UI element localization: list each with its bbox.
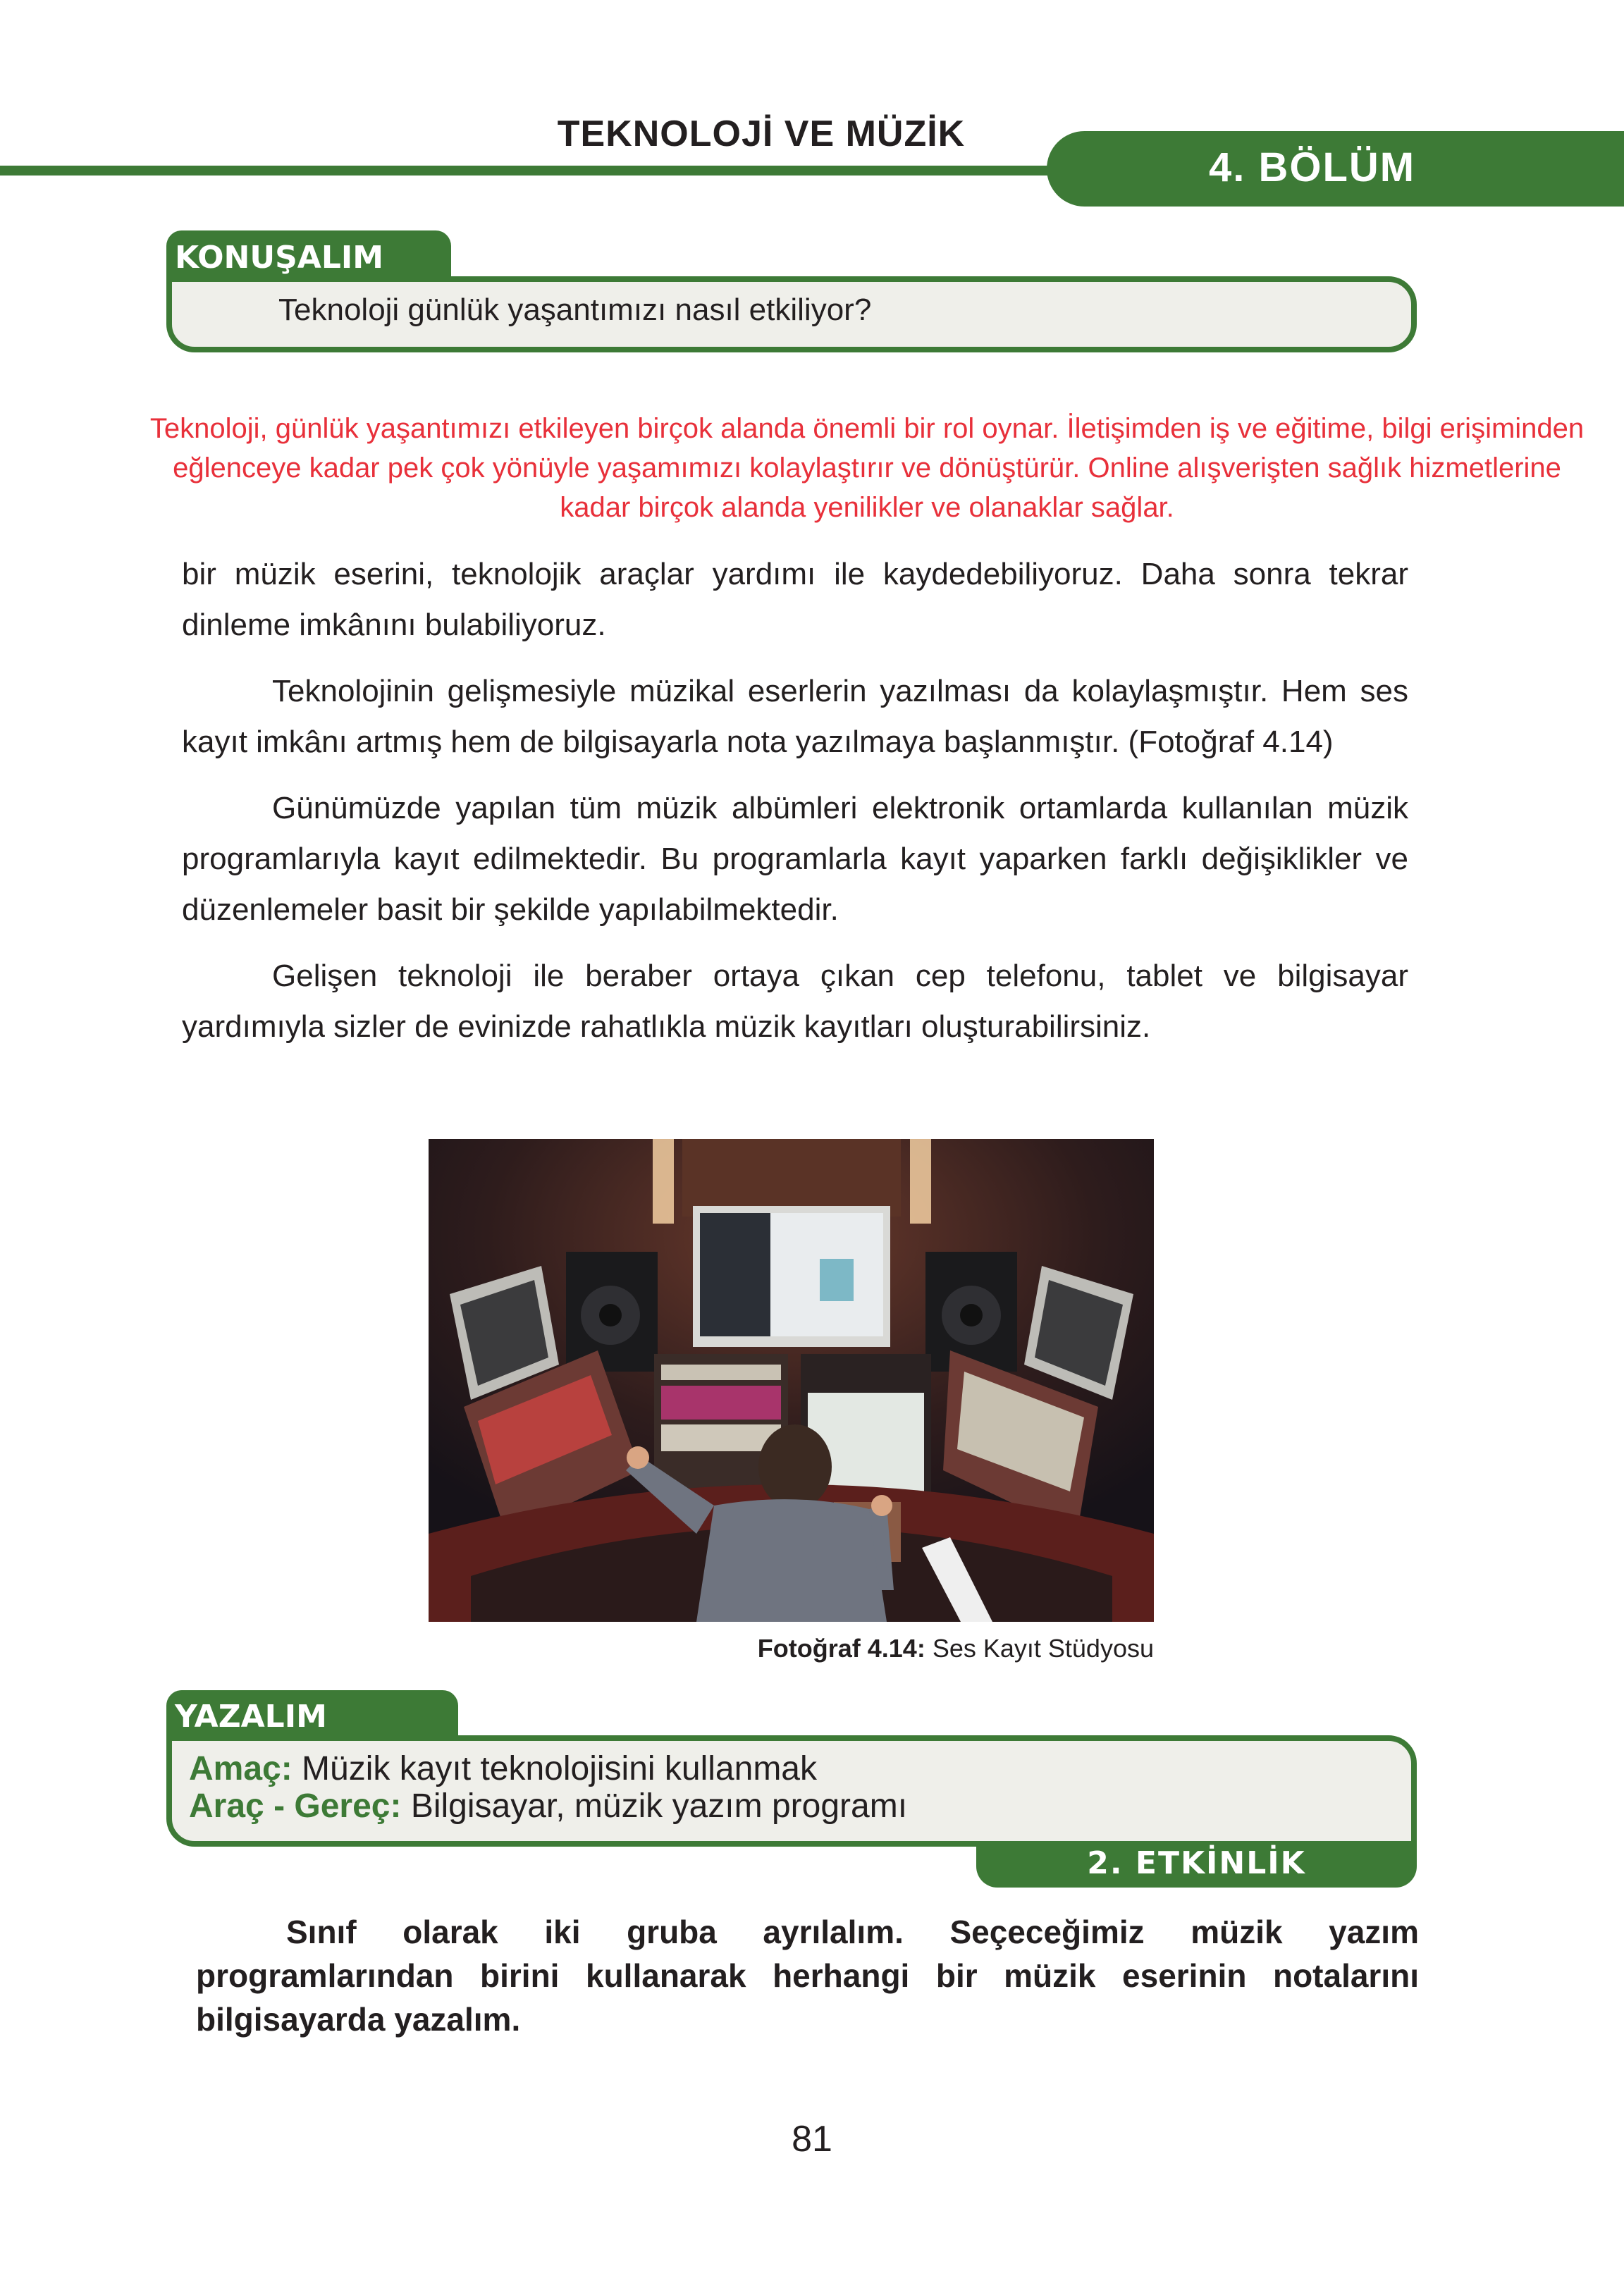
activity-instructions bbox=[196, 1910, 1419, 2041]
paragraph-2: Teknolojinin gelişmesiyle müzikal eserlerin yazılması da kolaylaşmıştır. Hem ses kayıt imkânı artmış hem de bilgisayarla nota yazılmaya başlanmıştır. (Fotoğraf 4.14) bbox=[182, 674, 1408, 759]
paragraph-1: bir müzik eserini, teknolojik araçlar yardımı ile kaydedebiliyoruz. Daha sonra tekrar dinleme imkânını bulabiliyoruz. bbox=[182, 557, 1408, 642]
yazalim-tab: YAZALIM bbox=[166, 1690, 458, 1741]
konusalim-tab: KONUŞALIM bbox=[166, 230, 451, 281]
aim-line bbox=[189, 1749, 817, 1788]
discussion-question: Teknoloji günlük yaşantımızı nasıl etkiliyor? bbox=[278, 293, 872, 327]
photo-caption bbox=[634, 1634, 1154, 1663]
recording-studio-photo bbox=[429, 1139, 1154, 1622]
activity-number-tab: 2. ETKİNLİK bbox=[976, 1841, 1417, 1888]
body-text bbox=[182, 549, 1408, 1052]
paragraph-4: Gelişen teknoloji ile beraber ortaya çıkan cep telefonu, tablet ve bilgisayar yardımıyla sizler de evinizde rahatlıkla müzik kayıtları oluşturabilirsiniz. bbox=[182, 959, 1408, 1044]
header-divider bbox=[0, 166, 1057, 176]
tools-line bbox=[189, 1787, 907, 1826]
answer-text: Teknoloji, günlük yaşantımızı etkileyen birçok alanda önemli bir rol oynar. İletişimden iş ve eğitime, bilgi erişiminden eğlenceye kadar pek çok yönüyle yaşamımızı kolaylaştırır ve dönüştürür. Online alışverişten sağlık hizmetlerine kadar birçok alanda yenilikler ve olanaklar sağlar. bbox=[149, 413, 1585, 523]
caption-label: Fotoğraf 4.14: bbox=[757, 1634, 925, 1663]
aim-text: Müzik kayıt teknolojisini kullanmak bbox=[292, 1750, 817, 1787]
activity-text: Sınıf olarak iki gruba ayrılalım. Seçeceğimiz müzik yazım programlarından birini kullanarak herhangi bir müzik eserinin notalarını bilgisayarda yazalım. bbox=[196, 1914, 1419, 2038]
tools-text: Bilgisayar, müzik yazım programı bbox=[401, 1787, 908, 1825]
aim-label: Amaç: bbox=[189, 1750, 293, 1787]
studio-illustration bbox=[429, 1139, 1154, 1622]
page-number: 81 bbox=[792, 2119, 832, 2160]
tools-label: Araç - Gereç: bbox=[189, 1787, 402, 1825]
chapter-title: TEKNOLOJİ VE MÜZİK bbox=[557, 113, 966, 154]
section-label: 4. BÖLÜM bbox=[1209, 144, 1416, 190]
section-badge bbox=[1047, 131, 1624, 207]
paragraph-3: Günümüzde yapılan tüm müzik albümleri elektronik ortamlarda kullanılan müzik programlarıyla kayıt edilmektedir. Bu programlarla kayıt yaparken farklı değişiklikler ve düzenlemeler basit bir şekilde yapılabilmektedir. bbox=[182, 791, 1408, 927]
caption-text: Ses Kayıt Stüdyosu bbox=[925, 1634, 1154, 1663]
